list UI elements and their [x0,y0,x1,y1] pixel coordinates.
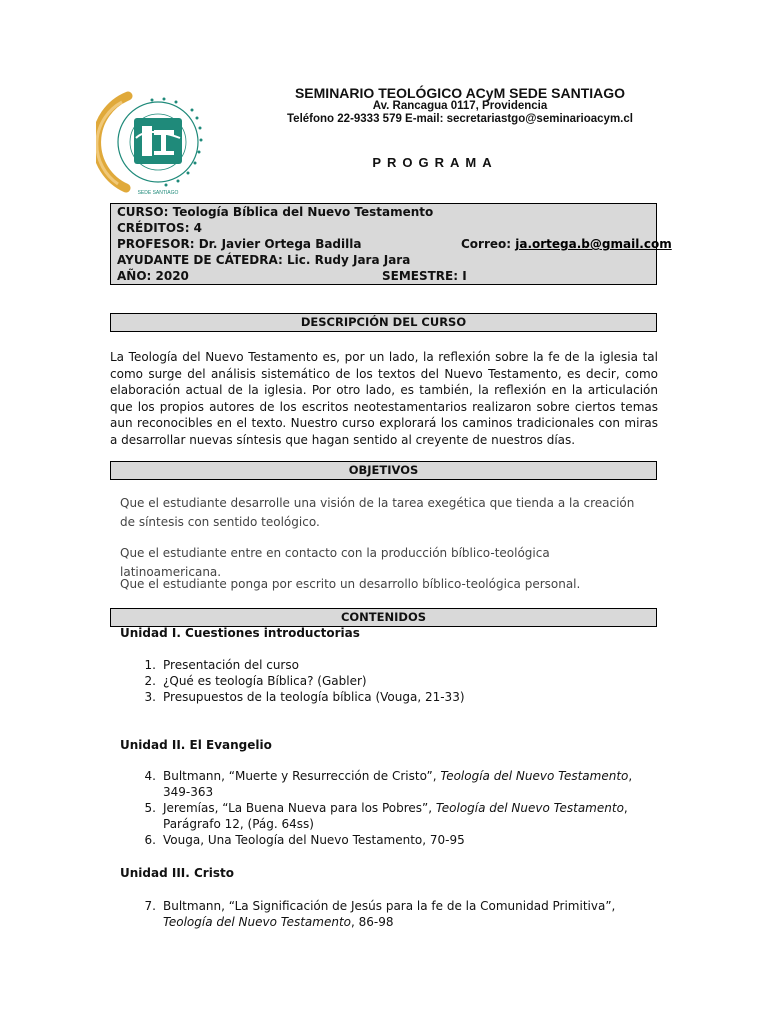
section-heading-contenidos: CONTENIDOS [110,608,657,627]
course-professor: PROFESOR: Dr. Javier Ortega Badilla [117,237,362,251]
course-credits: CRÉDITOS: 4 [117,221,203,235]
item-number: 7. [144,899,156,913]
item-number: 1. [144,658,156,672]
item-number: 6. [144,833,156,847]
list-item [136,800,656,832]
institution-title: SEMINARIO TEOLÓGICO ACyM SEDE SANTIAGO [294,85,626,101]
programa-heading: PROGRAMA [372,155,498,170]
item-text: Jeremías, “La Buena Nueva para los Pobres”, Teología del Nuevo Testamento, Parágrafo 12, (Pág. 64ss) [163,801,628,831]
item-text: Vouga, Una Teología del Nuevo Testamento, 70-95 [163,833,465,847]
course-year: AÑO: 2020 [117,269,189,283]
objective-item: Que el estudiante ponga por escrito un desarrollo bíblico-teológica personal. [120,577,581,591]
course-semester: SEMESTRE: I [382,269,467,283]
unit-title: Unidad II. El Evangelio [120,738,272,752]
item-number: 4. [144,769,156,783]
item-number: 5. [144,801,156,815]
item-text: ¿Qué es teología Bíblica? (Gabler) [163,674,367,688]
unit-list [136,657,656,705]
course-assistant: AYUDANTE DE CÁTEDRA: Lic. Rudy Jara Jara [117,253,411,267]
list-item [136,657,656,673]
unit-list [136,898,656,930]
institution-address: Av. Rancagua 0117, Providencia [372,100,548,112]
seminary-logo [96,88,222,198]
item-number: 3. [144,690,156,704]
unit-title: Unidad III. Cristo [120,866,234,880]
list-item [136,898,656,930]
list-item [136,689,656,705]
institution-contact: Teléfono 22-9333 579 E-mail: secretariastgo@seminarioacym.cl [287,113,633,125]
item-text: Presentación del curso [163,658,299,672]
item-text: Presupuestos de la teología bíblica (Vouga, 21-33) [163,690,465,704]
course-info-box [110,203,672,285]
unit-list [136,768,656,848]
objective-item: Que el estudiante desarrolle una visión de la tarea exegética que tienda a la creación de síntesis con sentido teológico. [120,496,635,529]
unit-title: Unidad I. Cuestiones introductorias [120,626,360,640]
email-label: Correo: [461,237,516,251]
list-item [136,832,656,848]
item-number: 2. [144,674,156,688]
professor-email [461,237,672,251]
item-text: Bultmann, “La Significación de Jesús para la fe de la Comunidad Primitiva”, Teología del Nuevo Testamento, 86-98 [163,899,616,929]
list-item [136,768,656,800]
section-heading-objetivos: OBJETIVOS [110,461,657,480]
logo-bottom-text: SEDE SANTIAGO [137,190,179,196]
email-link[interactable]: ja.ortega.b@gmail.com [515,237,672,251]
course-description: La Teología del Nuevo Testamento es, por un lado, la reflexión sobre la fe de la iglesia tal como surge del análisis sistemático de los textos del Nuevo Testamento, es decir, como elaboración actual de la iglesia. Por otro lado, es también, la reflexión en la articulación que los propios autores de los escritos neotestamentarios realizaron sobre ciertos temas aun reconocibles en el texto. Nuestro curso explorará los caminos tradicionales con miras a desarrollar nuevas síntesis que hagan sentido al creyente de nuestros días. [110,350,658,447]
item-text: Bultmann, “Muerte y Resurrección de Cristo”, Teología del Nuevo Testamento, 349-363 [163,769,633,799]
list-item [136,673,656,689]
objective-item: Que el estudiante entre en contacto con la producción bíblico-teológica latinoamericana. [120,546,550,579]
section-heading-descripcion: DESCRIPCIÓN DEL CURSO [110,313,657,332]
course-name: CURSO: Teología Bíblica del Nuevo Testamento [117,205,434,219]
